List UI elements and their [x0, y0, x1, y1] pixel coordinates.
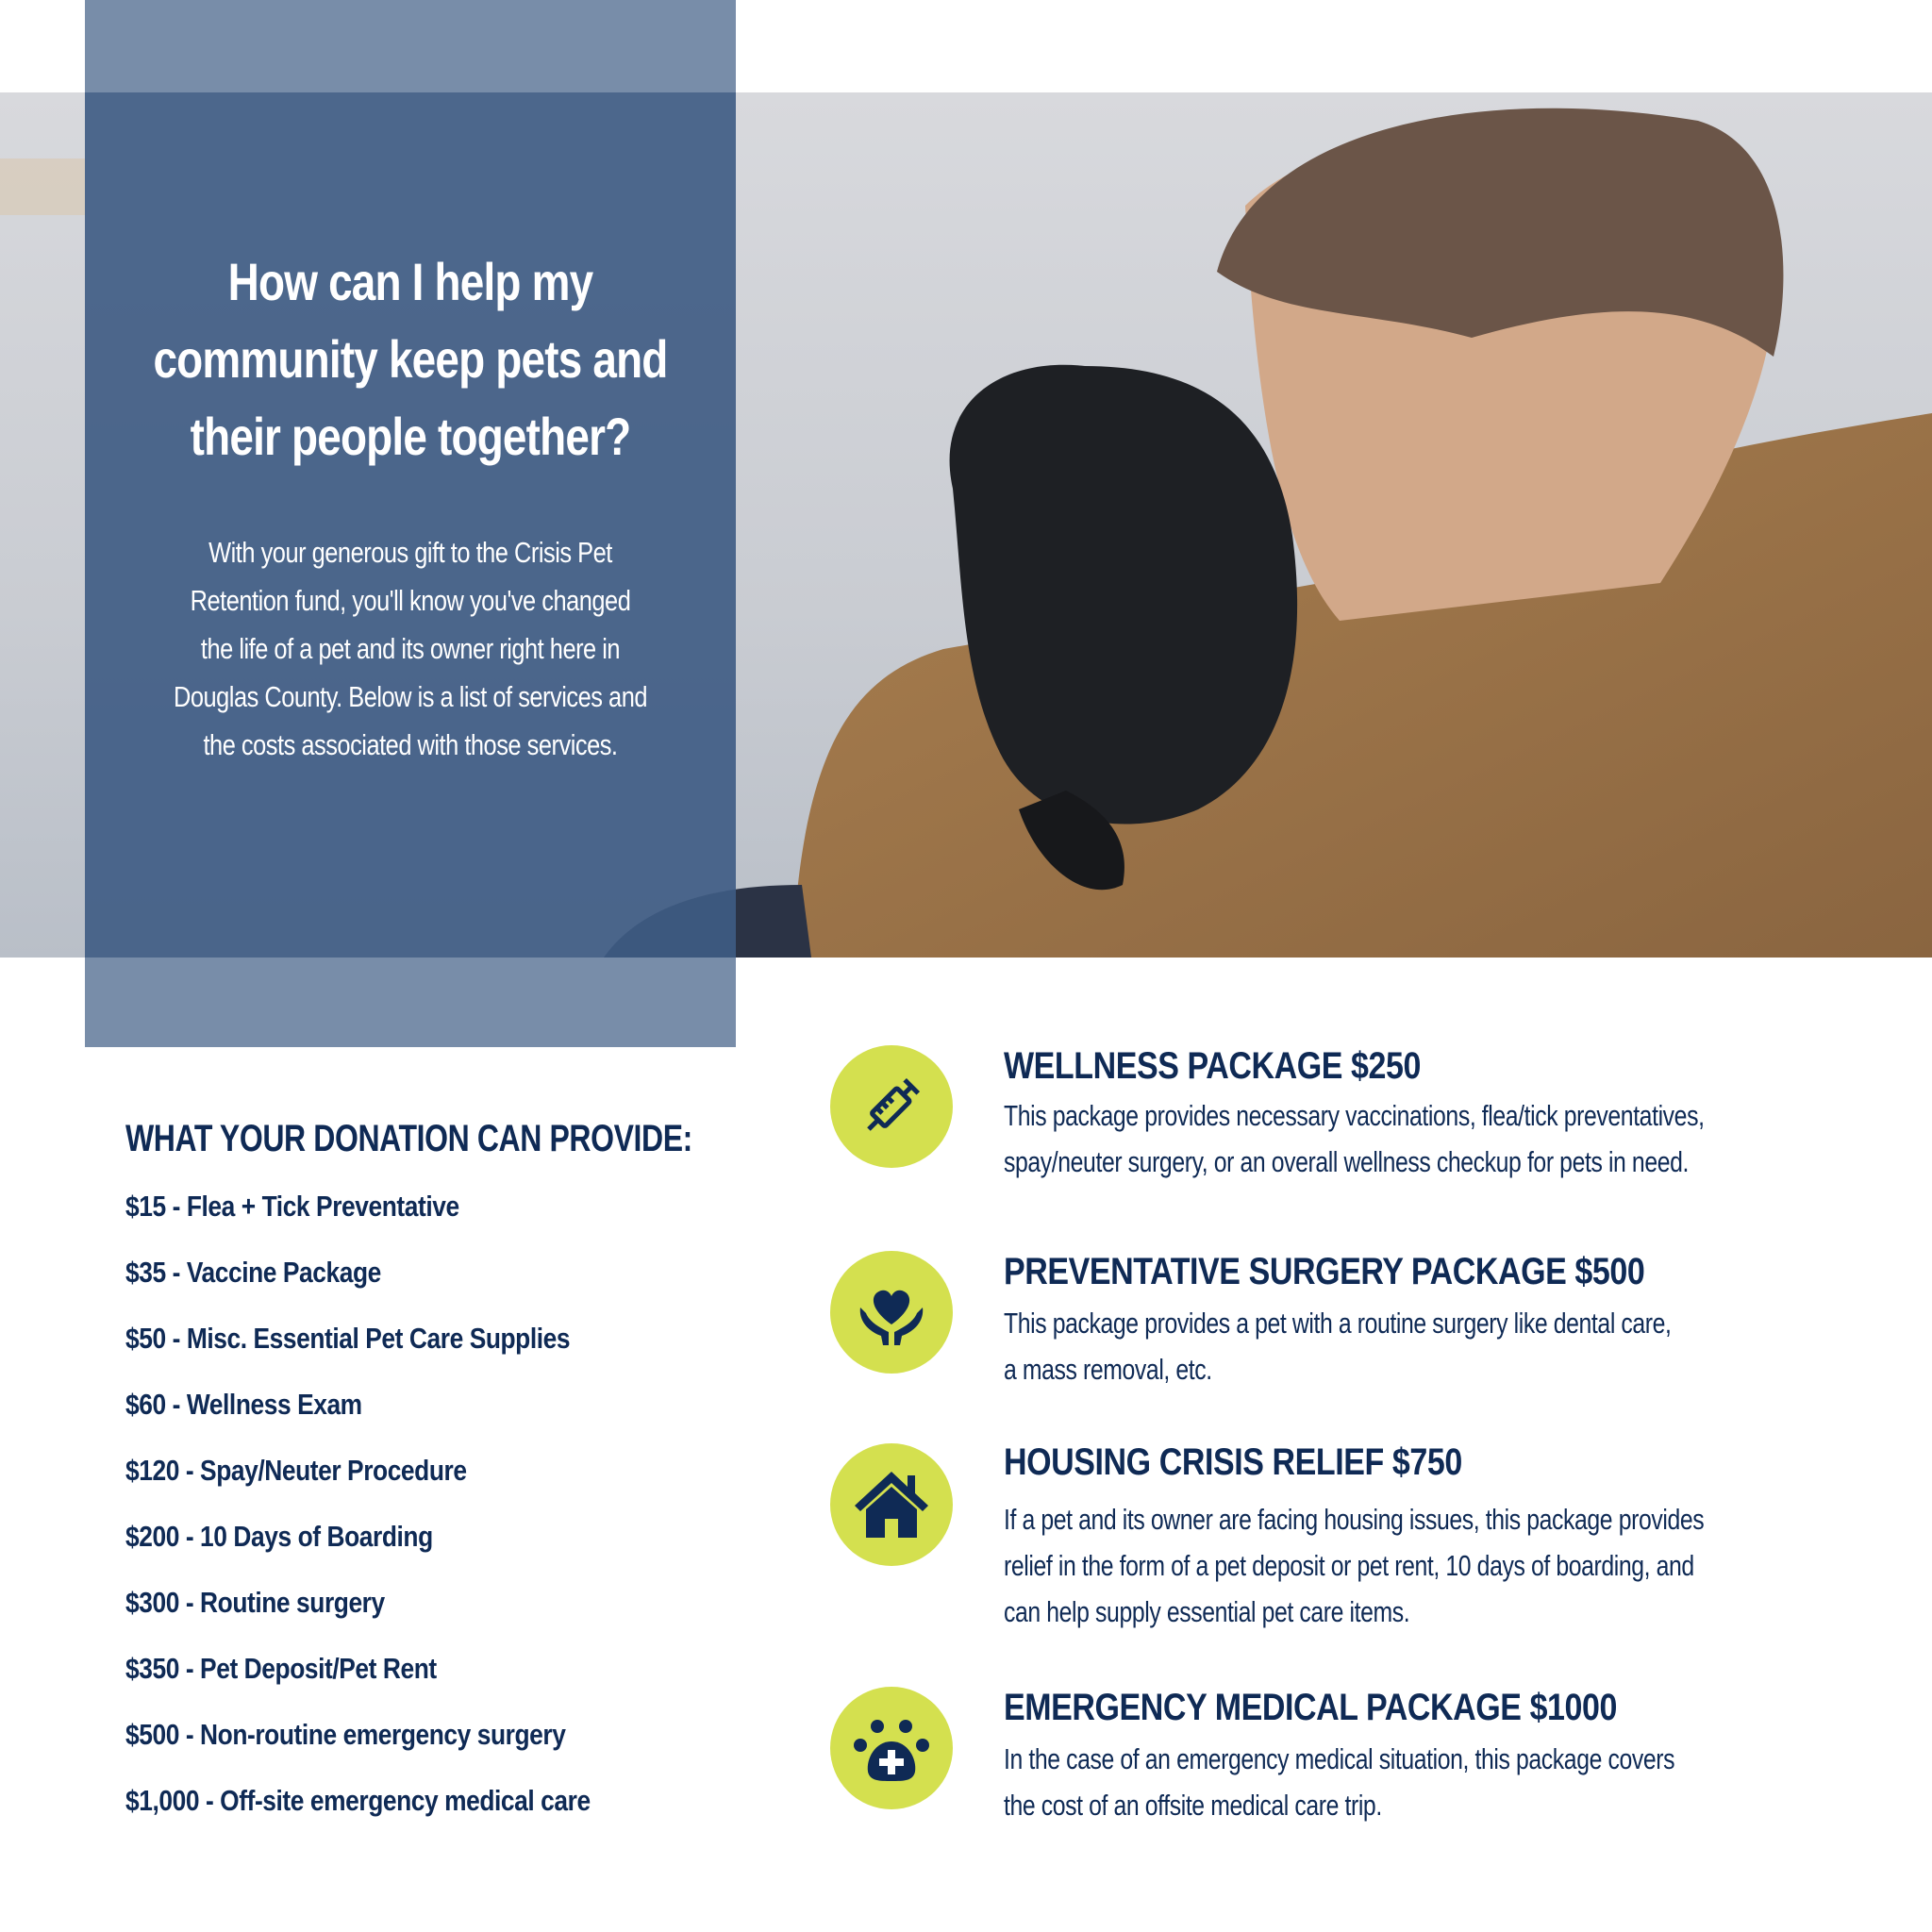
donation-item: $60 - Wellness Exam [125, 1388, 362, 1421]
package-title: PREVENTATIVE SURGERY PACKAGE $500 [1004, 1251, 1645, 1292]
donation-item: $500 - Non-routine emergency surgery [125, 1718, 566, 1751]
package-text-line: the cost of an offsite medical care trip. [1004, 1789, 1382, 1822]
package-title: HOUSING CRISIS RELIEF $750 [1004, 1441, 1462, 1483]
donation-item: $300 - Routine surgery [125, 1586, 385, 1619]
hero-text-line: the life of a pet and its owner right here in [200, 632, 621, 665]
hero-text-line: the costs associated with those services. [203, 728, 618, 761]
package-description [1004, 1092, 1853, 1185]
package-description [1004, 1300, 1853, 1392]
donation-item: $50 - Misc. Essential Pet Care Supplies [125, 1322, 571, 1355]
donation-item: $35 - Vaccine Package [125, 1256, 381, 1289]
package-text-line: If a pet and its owner are facing housing issues, this package provides [1004, 1503, 1705, 1536]
donation-list-title: WHAT YOUR DONATION CAN PROVIDE: [125, 1118, 692, 1159]
heart-hands-icon [830, 1251, 953, 1374]
hero-overlay-shade [85, 92, 736, 958]
house-icon [830, 1443, 953, 1566]
hero-text-line: Retention fund, you'll know you've changed [190, 584, 631, 617]
package-text-line: This package provides necessary vaccinations, flea/tick preventatives, [1004, 1099, 1705, 1132]
donation-item: $350 - Pet Deposit/Pet Rent [125, 1652, 437, 1685]
hero-title-line: How can I help my [227, 252, 593, 311]
hero-description [104, 528, 717, 769]
package-title: WELLNESS PACKAGE $250 [1004, 1045, 1421, 1087]
donation-item: $15 - Flea + Tick Preventative [125, 1190, 459, 1223]
donation-item: $1,000 - Off-site emergency medical care [125, 1784, 591, 1817]
hero-title [85, 243, 736, 475]
package-description [1004, 1736, 1853, 1828]
hero-text-line: Douglas County. Below is a list of services and [173, 680, 647, 713]
donation-item: $120 - Spay/Neuter Procedure [125, 1454, 467, 1487]
syringe-icon [830, 1045, 953, 1168]
package-text-line: This package provides a pet with a routine surgery like dental care, [1004, 1307, 1672, 1340]
package-text-line: relief in the form of a pet deposit or pet rent, 10 days of boarding, and [1004, 1549, 1694, 1582]
package-title: EMERGENCY MEDICAL PACKAGE $1000 [1004, 1687, 1617, 1728]
paw-medical-icon [830, 1687, 953, 1809]
package-text-line: can help supply essential pet care items. [1004, 1595, 1410, 1628]
hero-title-line: community keep pets and [153, 329, 668, 389]
hero-title-line: their people together? [190, 407, 631, 466]
package-text-line: a mass removal, etc. [1004, 1353, 1212, 1386]
package-description [1004, 1496, 1853, 1635]
package-text-line: spay/neuter surgery, or an overall wellness checkup for pets in need. [1004, 1145, 1689, 1178]
hero-text-line: With your generous gift to the Crisis Pet [208, 536, 612, 569]
package-text-line: In the case of an emergency medical situation, this package covers [1004, 1742, 1675, 1775]
donation-list [125, 1186, 673, 1846]
donation-item: $200 - 10 Days of Boarding [125, 1520, 433, 1553]
